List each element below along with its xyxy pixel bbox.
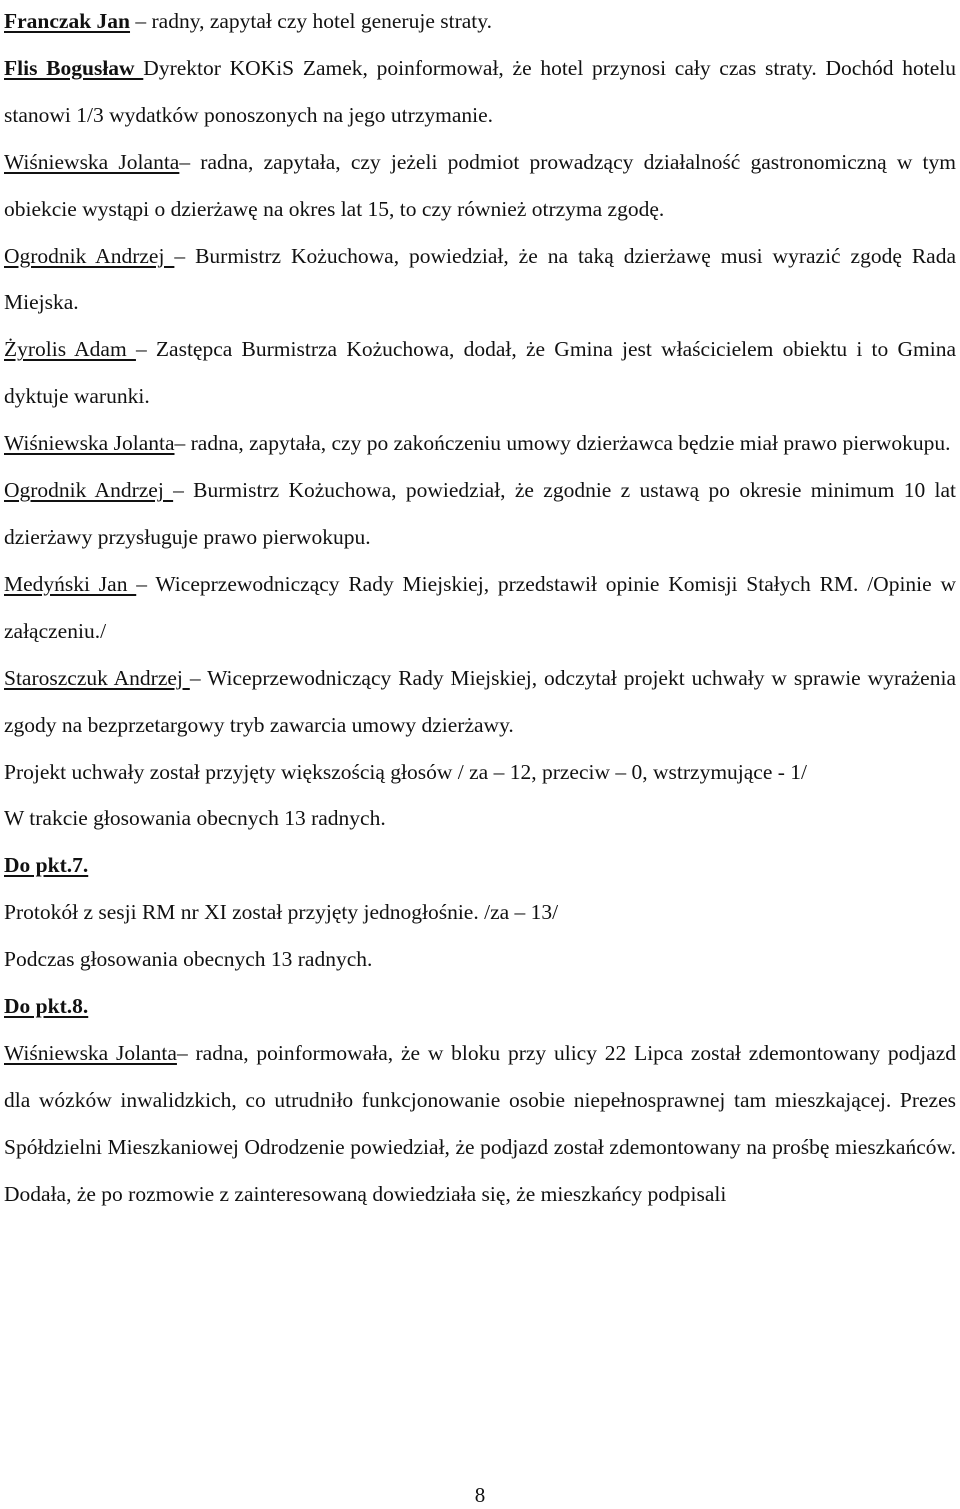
speaker-name: Wiśniewska Jolanta <box>4 431 175 456</box>
paragraph-text: – Zastępca Burmistrza Kożuchowa, dodał, że Gmina jest właścicielem obiektu i to Gmina dyktuje warunki. <box>4 337 956 409</box>
paragraph-franczak <box>4 0 956 45</box>
paragraph-medynski <box>4 561 956 655</box>
section-heading-7 <box>4 842 956 889</box>
paragraph-text: Podczas głosowania obecnych 13 radnych. <box>4 947 373 972</box>
paragraph-ogrodnik-1 <box>4 233 956 327</box>
paragraph-text: – radna, zapytała, czy po zakończeniu umowy dzierżawca będzie miał prawo pierwokupu. <box>174 431 951 456</box>
paragraph-wisniewska-3 <box>4 1030 956 1218</box>
speaker-name: Wiśniewska Jolanta <box>4 149 180 174</box>
paragraph-text: – radna, poinformowała, że w bloku przy ulicy 22 Lipca został zdemontowany podjazd dla wózków inwalidzkich, co utrudniło funkcjonowanie osobie niepełnosprawnej tam mieszkającej. Prezes Spółdzielni Mieszkaniowej Odrodzenie powiedział, że podjazd został zdemontowany na prośbę mieszkańców. Dodała, że po rozmowie z zainteresowaną dowiedziała się, że mieszkańcy podpisali <box>4 1040 956 1206</box>
section-heading-8 <box>4 983 956 1030</box>
section7-line-2 <box>4 936 956 983</box>
paragraph-vote-attendance <box>4 795 956 842</box>
section7-line-1 <box>4 889 956 936</box>
speaker-name: Medyński Jan <box>4 571 137 596</box>
paragraph-wisniewska-1 <box>4 139 956 233</box>
paragraph-wisniewska-2 <box>4 420 956 467</box>
document-page <box>4 0 956 1218</box>
paragraph-text: – radna, zapytała, czy jeżeli podmiot prowadzący działalność gastronomiczną w tym obiekcie wystąpi o dzierżawę na okres lat 15, to czy również otrzyma zgodę. <box>4 149 957 221</box>
speaker-name: Ogrodnik Andrzej <box>4 478 174 503</box>
speaker-name: Wiśniewska Jolanta <box>4 1040 177 1065</box>
paragraph-staroszczuk <box>4 655 956 749</box>
paragraph-flis <box>4 45 956 139</box>
speaker-name: Flis Bogusław <box>4 55 144 80</box>
paragraph-text: – Wiceprzewodniczący Rady Miejskiej, odczytał projekt uchwały w sprawie wyrażenia zgody na bezprzetargowy tryb zawarcia umowy dzierżawy. <box>4 665 956 737</box>
paragraph-vote-result <box>4 749 956 796</box>
section-heading: Do pkt.8. <box>4 994 89 1019</box>
paragraph-ogrodnik-2 <box>4 467 956 561</box>
paragraph-text: Projekt uchwały został przyjęty większością głosów / za – 12, przeciw – 0, wstrzymujące - 1/ <box>4 759 808 784</box>
speaker-name: Ogrodnik Andrzej <box>4 243 175 268</box>
paragraph-text: Protokół z sesji RM nr XI został przyjęty jednogłośnie. /za – 13/ <box>4 900 559 925</box>
paragraph-text: – radny, zapytał czy hotel generuje straty. <box>130 9 492 33</box>
paragraph-text: – Burmistrz Kożuchowa, powiedział, że na taką dzierżawę musi wyrazić zgodę Rada Miejska. <box>4 243 957 315</box>
section-heading: Do pkt.7. <box>4 853 89 878</box>
paragraph-text: W trakcie głosowania obecnych 13 radnych. <box>4 806 386 831</box>
page-number: 8 <box>474 1483 486 1507</box>
paragraph-text: Dyrektor KOKiS Zamek, poinformował, że hotel przynosi cały czas straty. Dochód hotelu stanowi 1/3 wydatków ponoszonych na jego utrzymanie. <box>4 55 956 127</box>
paragraph-text: – Wiceprzewodniczący Rady Miejskiej, przedstawił opinie Komisji Stałych RM. /Opinie w załączeniu./ <box>4 571 956 643</box>
speaker-name: Franczak Jan <box>4 9 131 33</box>
paragraph-text: – Burmistrz Kożuchowa, powiedział, że zgodnie z ustawą po okresie minimum 10 lat dzierżawy przysługuje prawo pierwokupu. <box>4 478 957 549</box>
paragraph-zyrolis <box>4 326 956 420</box>
speaker-name: Staroszczuk Andrzej <box>4 665 190 690</box>
speaker-name: Żyrolis Adam <box>4 337 136 362</box>
